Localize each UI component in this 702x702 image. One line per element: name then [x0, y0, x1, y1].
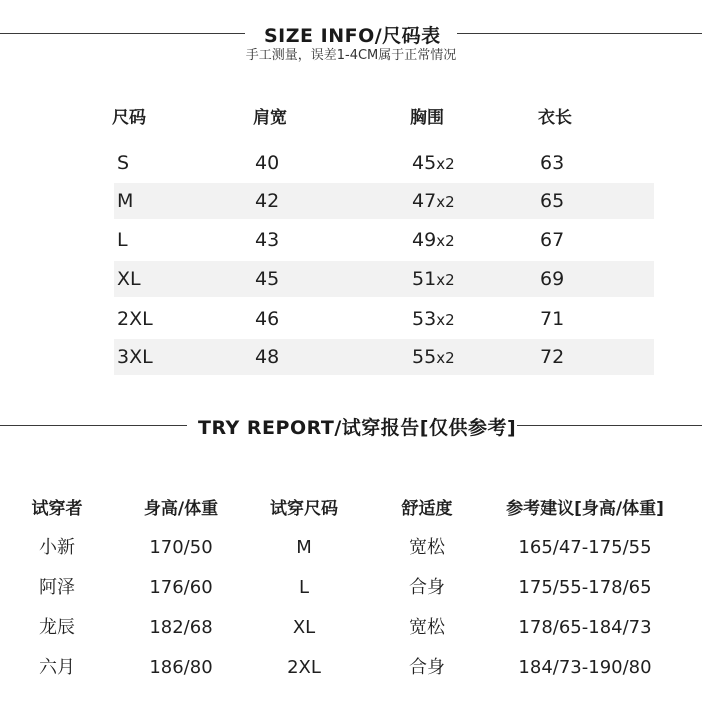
tester-height-weight: 186/80	[149, 657, 213, 678]
chest-cell: 47x2	[412, 190, 455, 212]
chest-cell: 55x2	[412, 346, 455, 368]
tester-height-weight: 182/68	[149, 617, 213, 638]
size-cell: 2XL	[117, 308, 153, 330]
size-cell: S	[117, 152, 130, 174]
shoulder-cell: 43	[255, 229, 280, 251]
try-header-size: 试穿尺码	[270, 499, 338, 519]
size-cell: M	[117, 190, 134, 212]
size-header-length: 衣长	[538, 108, 572, 128]
size-info-title: SIZE INFO/尺码表	[264, 25, 441, 47]
tester-advice: 165/47-175/55	[518, 537, 652, 558]
try-header-height-weight: 身高/体重	[143, 499, 219, 519]
try-header-name: 试穿者	[31, 499, 83, 519]
tester-size: M	[296, 537, 312, 558]
size-row	[114, 261, 654, 297]
size-header-chest: 胸围	[410, 108, 444, 128]
tester-size: XL	[292, 617, 316, 638]
size-row	[0, 301, 702, 337]
size-row	[114, 183, 654, 219]
chest-cell: 45x2	[412, 152, 455, 174]
length-cell: 71	[540, 308, 565, 330]
chest-cell: 51x2	[412, 268, 455, 290]
tester-height-weight: 170/50	[149, 537, 213, 558]
chest-cell: 49x2	[412, 229, 455, 251]
tester-comfort: 宽松	[409, 617, 445, 638]
tester-advice: 184/73-190/80	[518, 657, 652, 678]
length-cell: 65	[540, 190, 565, 212]
tester-size: L	[298, 577, 310, 598]
length-cell: 67	[540, 229, 565, 251]
tester-advice: 175/55-178/65	[518, 577, 652, 598]
size-cell: XL	[117, 268, 141, 290]
try-header-comfort: 舒适度	[401, 499, 453, 519]
try-report-rule-right	[517, 425, 702, 426]
tester-advice: 178/65-184/73	[518, 617, 652, 638]
size-row	[0, 222, 702, 258]
tester-name: 阿泽	[39, 577, 75, 598]
shoulder-cell: 42	[255, 190, 280, 212]
try-row	[0, 610, 702, 646]
size-table-header	[0, 100, 702, 136]
size-row	[0, 145, 702, 181]
try-report-rule-left	[0, 425, 187, 426]
try-report-title: TRY REPORT/试穿报告[仅供参考]	[198, 417, 517, 439]
chest-cell: 53x2	[412, 308, 455, 330]
try-header-advice: 参考建议[身高/体重]	[506, 499, 664, 519]
tester-comfort: 宽松	[409, 537, 445, 558]
size-header-size: 尺码	[112, 108, 146, 128]
try-table-header	[0, 491, 702, 527]
size-cell: L	[117, 229, 128, 251]
tester-comfort: 合身	[409, 657, 445, 678]
tester-comfort: 合身	[409, 577, 445, 598]
length-cell: 63	[540, 152, 565, 174]
tester-name: 龙辰	[39, 617, 75, 638]
size-cell: 3XL	[117, 346, 153, 368]
shoulder-cell: 45	[255, 268, 280, 290]
tester-size: 2XL	[287, 657, 321, 678]
size-row	[114, 339, 654, 375]
tester-height-weight: 176/60	[149, 577, 213, 598]
shoulder-cell: 46	[255, 308, 280, 330]
size-info-note: 手工测量，误差1-4CM属于正常情况	[245, 48, 457, 63]
size-info-rule-left	[0, 33, 245, 34]
size-info-rule-right	[457, 33, 702, 34]
tester-name: 小新	[39, 537, 75, 558]
shoulder-cell: 48	[255, 346, 280, 368]
try-row	[0, 530, 702, 566]
length-cell: 69	[540, 268, 565, 290]
try-row	[0, 650, 702, 686]
try-row	[0, 570, 702, 606]
length-cell: 72	[540, 346, 565, 368]
tester-name: 六月	[39, 657, 75, 678]
size-header-shoulder: 肩宽	[253, 108, 287, 128]
shoulder-cell: 40	[255, 152, 280, 174]
